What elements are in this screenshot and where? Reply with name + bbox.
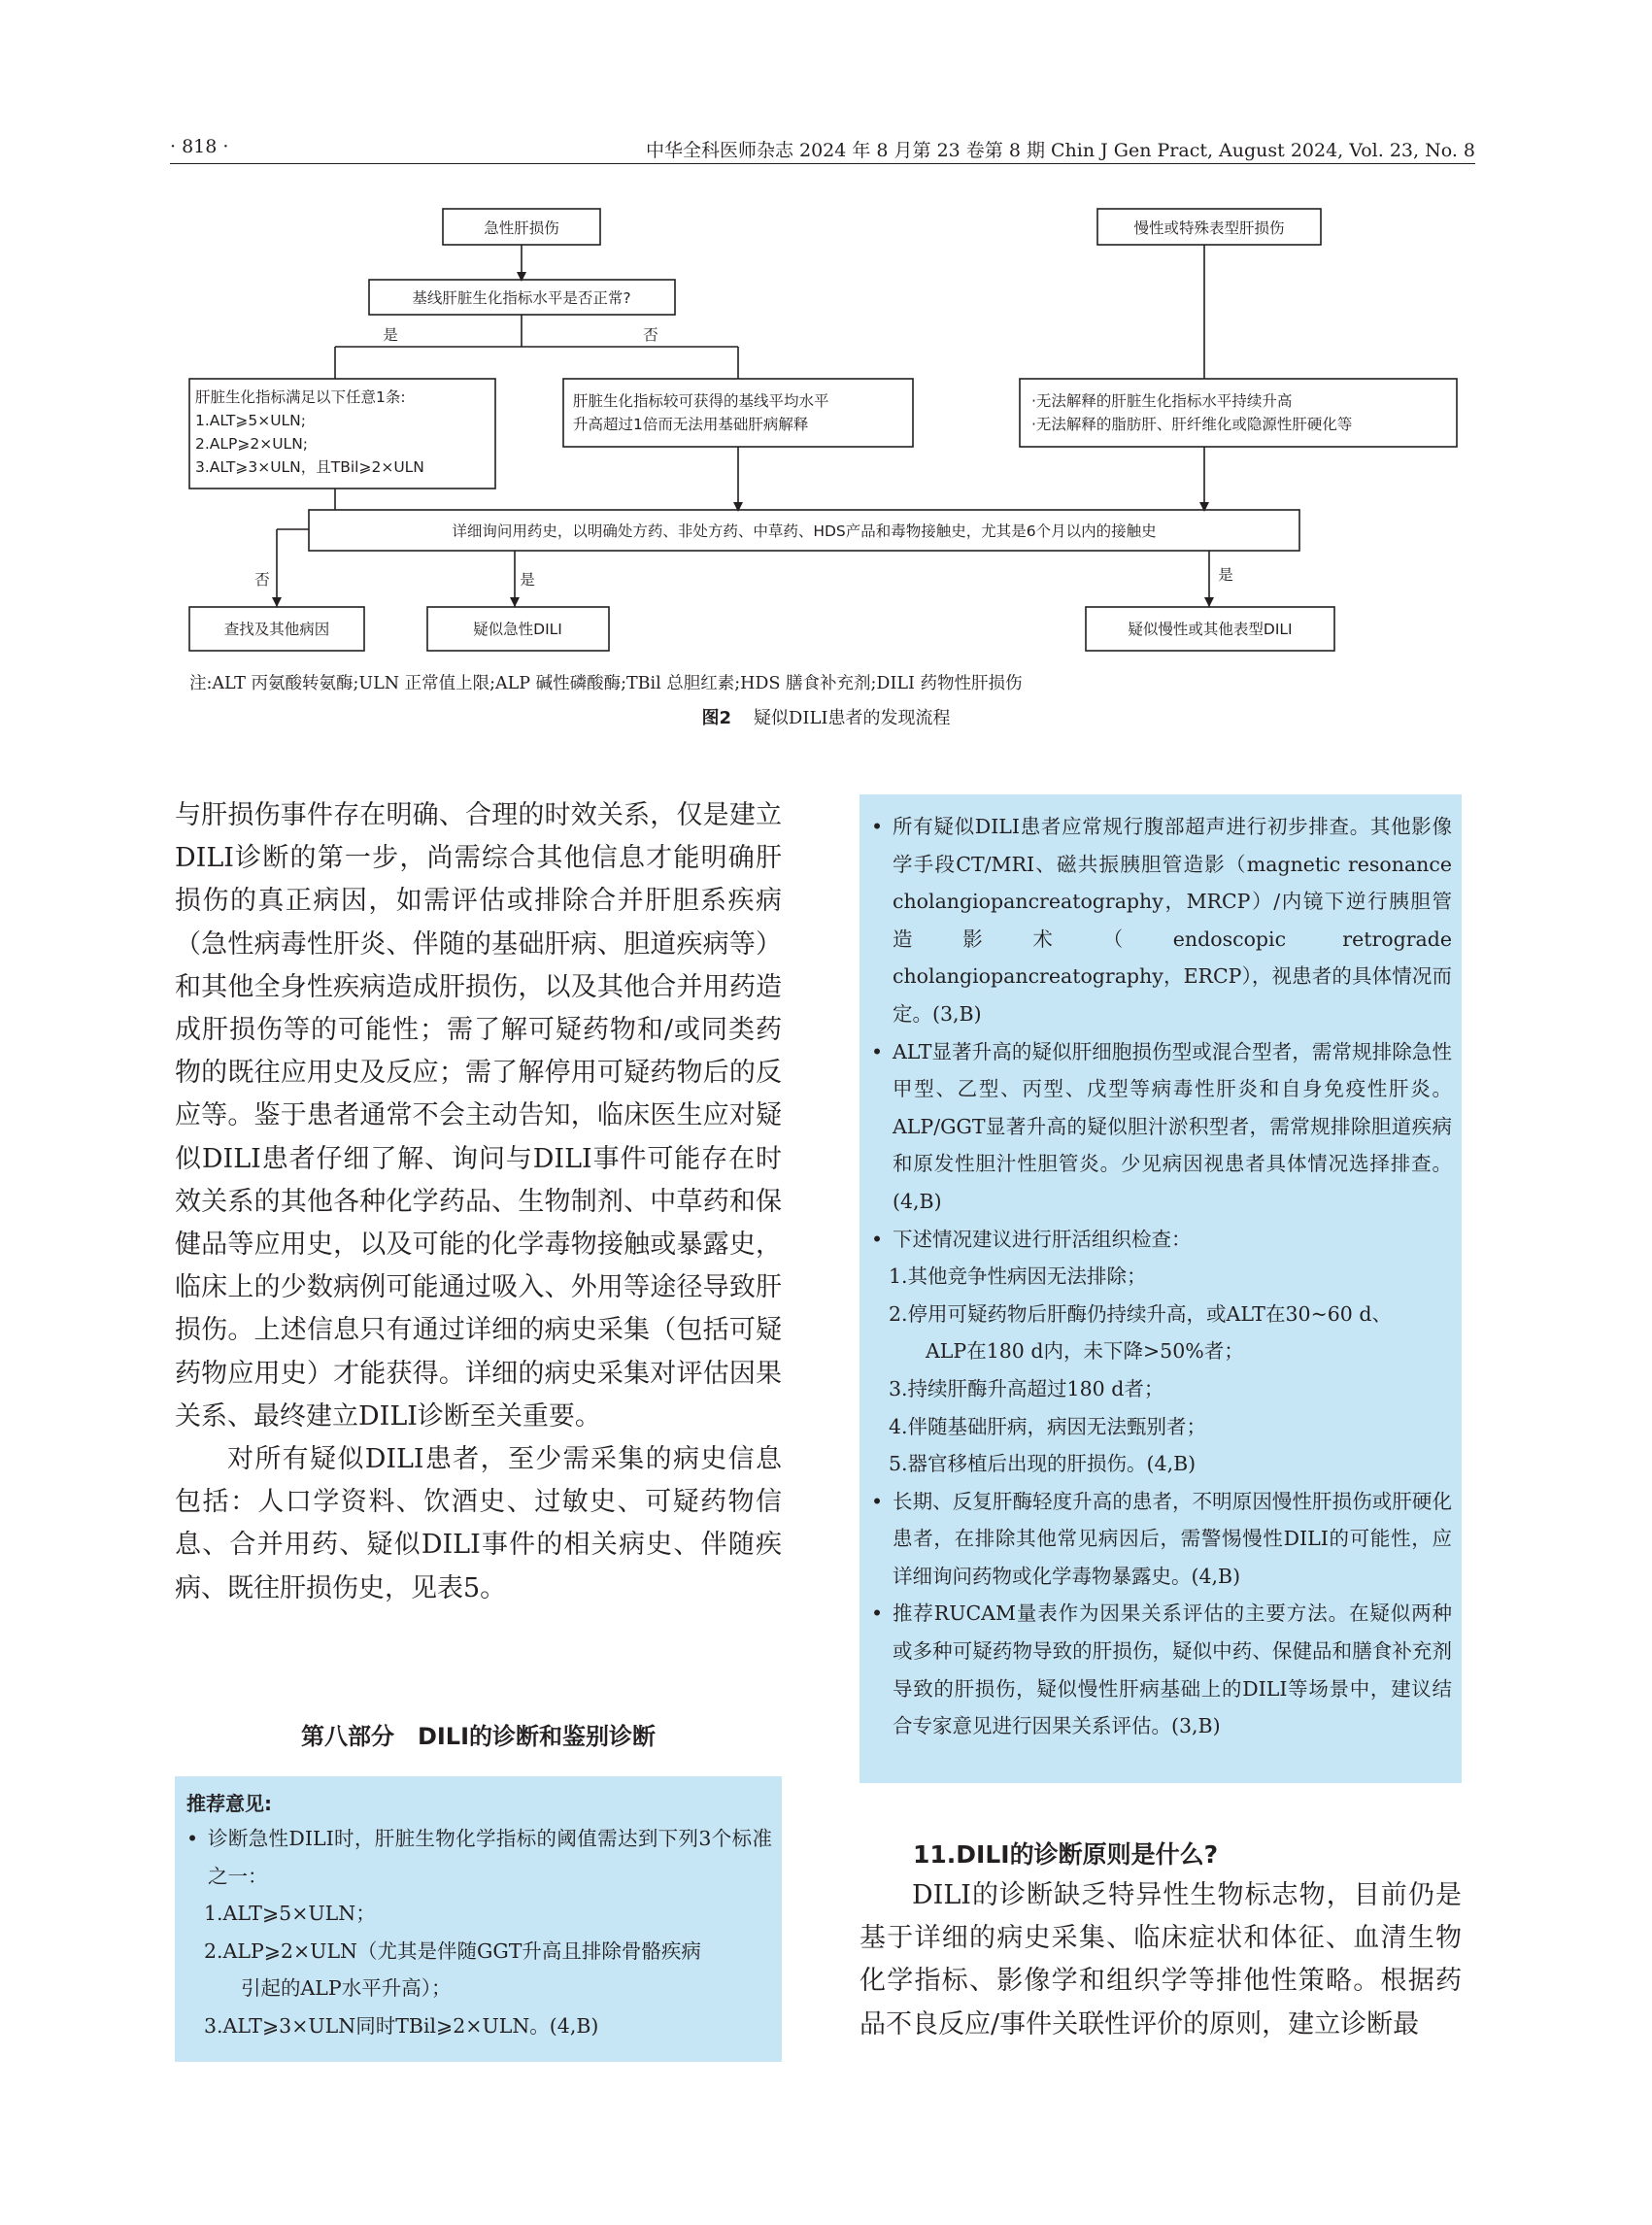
recommendation-box-left <box>175 1776 782 2062</box>
chronic-criteria-box <box>1020 379 1457 447</box>
rec-right-item-5: • 推荐RUCAM量表作为因果关系评估的主要方法。在疑似两种或多种可疑药物导致的肝损伤，疑似中药、保健品和膳食补充剂导致的肝损伤，疑似慢性肝病基础上的DILI等场景中，建议结合专家意见进行因果关系评估。(3,B) <box>871 1601 1452 1738</box>
rec-right-sub-3: 3.持续肝酶升高超过180 d者； <box>889 1376 1164 1400</box>
suspect-acute-label: 疑似急性DILI <box>473 621 562 638</box>
history-text: 详细询问用药史，以明确处方药、非处方药、中草药、HDS产品和毒物接触史，尤其是6个月以内的接触史 <box>452 523 1157 540</box>
rec-left-sub-2b: 引起的ALP水平升高）； <box>241 1976 452 2001</box>
rec-left-sub-1: 1.ALT⩾5×ULN； <box>204 1902 376 1926</box>
figure-caption-label: 图2 <box>701 708 731 728</box>
rec-left-item-1: • 诊断急性DILI时，肝脏生物化学指标的阈值需达到下列3个标准之一： <box>186 1827 772 1888</box>
no-label-1: 否 <box>643 326 658 344</box>
page-number: · 818 · <box>170 136 229 157</box>
arrowhead-suspect-chronic <box>1204 597 1214 607</box>
left-paragraph-2: 对所有疑似DILI患者，至少需采集的病史信息包括：人口学资料、饮酒史、过敏史、可疑药物信息、合并用药、疑似DILI事件的相关病史、伴随疾病、既往肝损伤史，见表5。 <box>175 1444 782 1603</box>
chronic-line-2: ·无法解释的脂肪肝、肝纤维化或隐源性肝硬化等 <box>1031 416 1353 433</box>
flowchart <box>0 0 1652 680</box>
yes-label-2: 是 <box>520 571 535 589</box>
left-column <box>175 794 782 1610</box>
rec-left-sub-3: 3.ALT⩾3×ULN同时TBil⩾2×ULN。(4,B) <box>204 2013 599 2038</box>
yes-label-1: 是 <box>383 326 398 344</box>
right-paragraph: DILI的诊断缺乏特异性生物标志物，目前仍是基于详细的病史采集、临床症状和体征、血清生物化学指标、影像学和组织学等排他性策略。根据药品不良反应/事件关联性评价的原则，建立诊断最 <box>860 1880 1462 2040</box>
recommendation-title: 推荐意见: <box>186 1792 272 1815</box>
suspect-chronic-label: 疑似慢性或其他表型DILI <box>1128 621 1293 638</box>
chronic-label: 慢性或特殊表型肝损伤 <box>1133 219 1285 237</box>
figure-caption-text: 疑似DILI患者的发现流程 <box>753 708 951 728</box>
elevated-line-2: 升高超过1倍而无法用基础肝病解释 <box>573 416 809 433</box>
elevated-box <box>563 379 913 447</box>
rec-right-item-2: • ALT显著升高的疑似肝细胞损伤型或混合型者，需常规排除急性甲型、乙型、丙型、戊型等病毒性肝炎和自身免疫性肝炎。ALP/GGT显著升高的疑似胆汁淤积型者，需常规排除胆道疾病和原发性胆汁性胆管炎。少见病因视患者具体情况选择排查。(4,B) <box>871 1039 1452 1213</box>
rec-right-sub-2a: 2.停用可疑药物后肝酶仍持续升高，或ALT在30~60 d、 <box>889 1301 1392 1326</box>
rec-right-item-1: • 所有疑似DILI患者应常规行腹部超声进行初步排查。其他影像学手段CT/MRI、磁共振胰胆管造影（magnetic resonance cholangiopancreatography，MRCP）/内镜下逆行胰胆管造影术（endoscopic retrograde cholangiopancreatography，ERCP），视患者的具体情况而定。(3,B) <box>871 815 1452 1026</box>
journal-header: 中华全科医师杂志 2024 年 8 月第 23 卷第 8 期 Chin J Gen Pract, August 2024, Vol. 23, No. 8 <box>645 140 1475 161</box>
other-cause-label: 查找及其他病因 <box>223 621 330 638</box>
criteria-1: 1.ALT⩾5×ULN; <box>195 412 306 429</box>
rec-left-sub-2a: 2.ALP⩾2×ULN（尤其是伴随GGT升高且排除骨骼疾病 <box>204 1938 701 1963</box>
rec-right-item-4: • 长期、反复肝酶轻度升高的患者，不明原因慢性肝损伤或肝硬化患者，在排除其他常见病因后，需警惕慢性DILI的可能性，应详细询问药物或化学毒物暴露史。(4,B) <box>871 1489 1452 1588</box>
rec-right-sub-5: 5.器官移植后出现的肝损伤。(4,B) <box>889 1452 1197 1476</box>
acute-label: 急性肝损伤 <box>484 219 559 237</box>
rec-right-sub-4: 4.伴随基础肝病，病因无法甄别者； <box>889 1414 1207 1438</box>
yes-label-3: 是 <box>1218 566 1233 584</box>
rec-right-item-3: • 下述情况建议进行肝活组织检查： <box>871 1227 1192 1251</box>
recommendation-box-right <box>860 794 1462 1783</box>
criteria-title: 肝脏生化指标满足以下任意1条: <box>195 388 406 406</box>
right-column <box>860 1874 1462 2046</box>
criteria-2: 2.ALP⩾2×ULN; <box>195 435 309 453</box>
question-heading: 11.DILI的诊断原则是什么? <box>913 1840 1219 1869</box>
arrowhead-other-cause <box>272 597 282 607</box>
criteria-3: 3.ALT⩾3×ULN，且TBil⩾2×ULN <box>195 458 424 476</box>
no-label-2: 否 <box>254 571 270 589</box>
left-paragraph-1: 与肝损伤事件存在明确、合理的时效关系，仅是建立DILI诊断的第一步，尚需综合其他信息才能明确肝损伤的真正病因，如需评估或排除合并肝胆系疾病（急性病毒性肝炎、伴随的基础肝病、胆道疾病等）和其他全身性疾病造成肝损伤，以及其他合并用药造成肝损伤等的可能性；需了解可疑药物和/或同类药物的既往应用史及反应；需了解停用可疑药物后的反应等。鉴于患者通常不会主动告知，临床医生应对疑似DILI患者仔细了解、询问与DILI事件可能存在时效关系的其他各种化学药品、生物制剂、中草药和保健品等应用史，以及可能的化学毒物接触或暴露史，临床上的少数病例可能通过吸入、外用等途径导致肝损伤。上述信息只有通过详细的病史采集（包括可疑药物应用史）才能获得。详细的病史采集对评估因果关系、最终建立DILI诊断至关重要。 <box>175 800 782 1432</box>
rec-right-sub-1: 1.其他竞争性病因无法排除； <box>889 1264 1147 1289</box>
rec-right-sub-2b: ALP在180 d内，未下降>50%者； <box>926 1339 1244 1364</box>
arrowhead-suspect-acute <box>510 597 520 607</box>
elevated-line-1: 肝脏生化指标较可获得的基线平均水平 <box>573 392 829 410</box>
section-title: 第八部分 DILI的诊断和鉴别诊断 <box>300 1723 657 1750</box>
figure-caption <box>0 704 1652 729</box>
chronic-line-1: ·无法解释的肝脏生化指标水平持续升高 <box>1031 392 1293 410</box>
figure-note: 注:ALT 丙氨酸转氨酶;ULN 正常值上限;ALP 碱性磷酸酶;TBil 总胆红素;HDS 膳食补充剂;DILI 药物性肝损伤 <box>189 674 1023 693</box>
baseline-question: 基线肝脏生化指标水平是否正常? <box>412 289 631 307</box>
